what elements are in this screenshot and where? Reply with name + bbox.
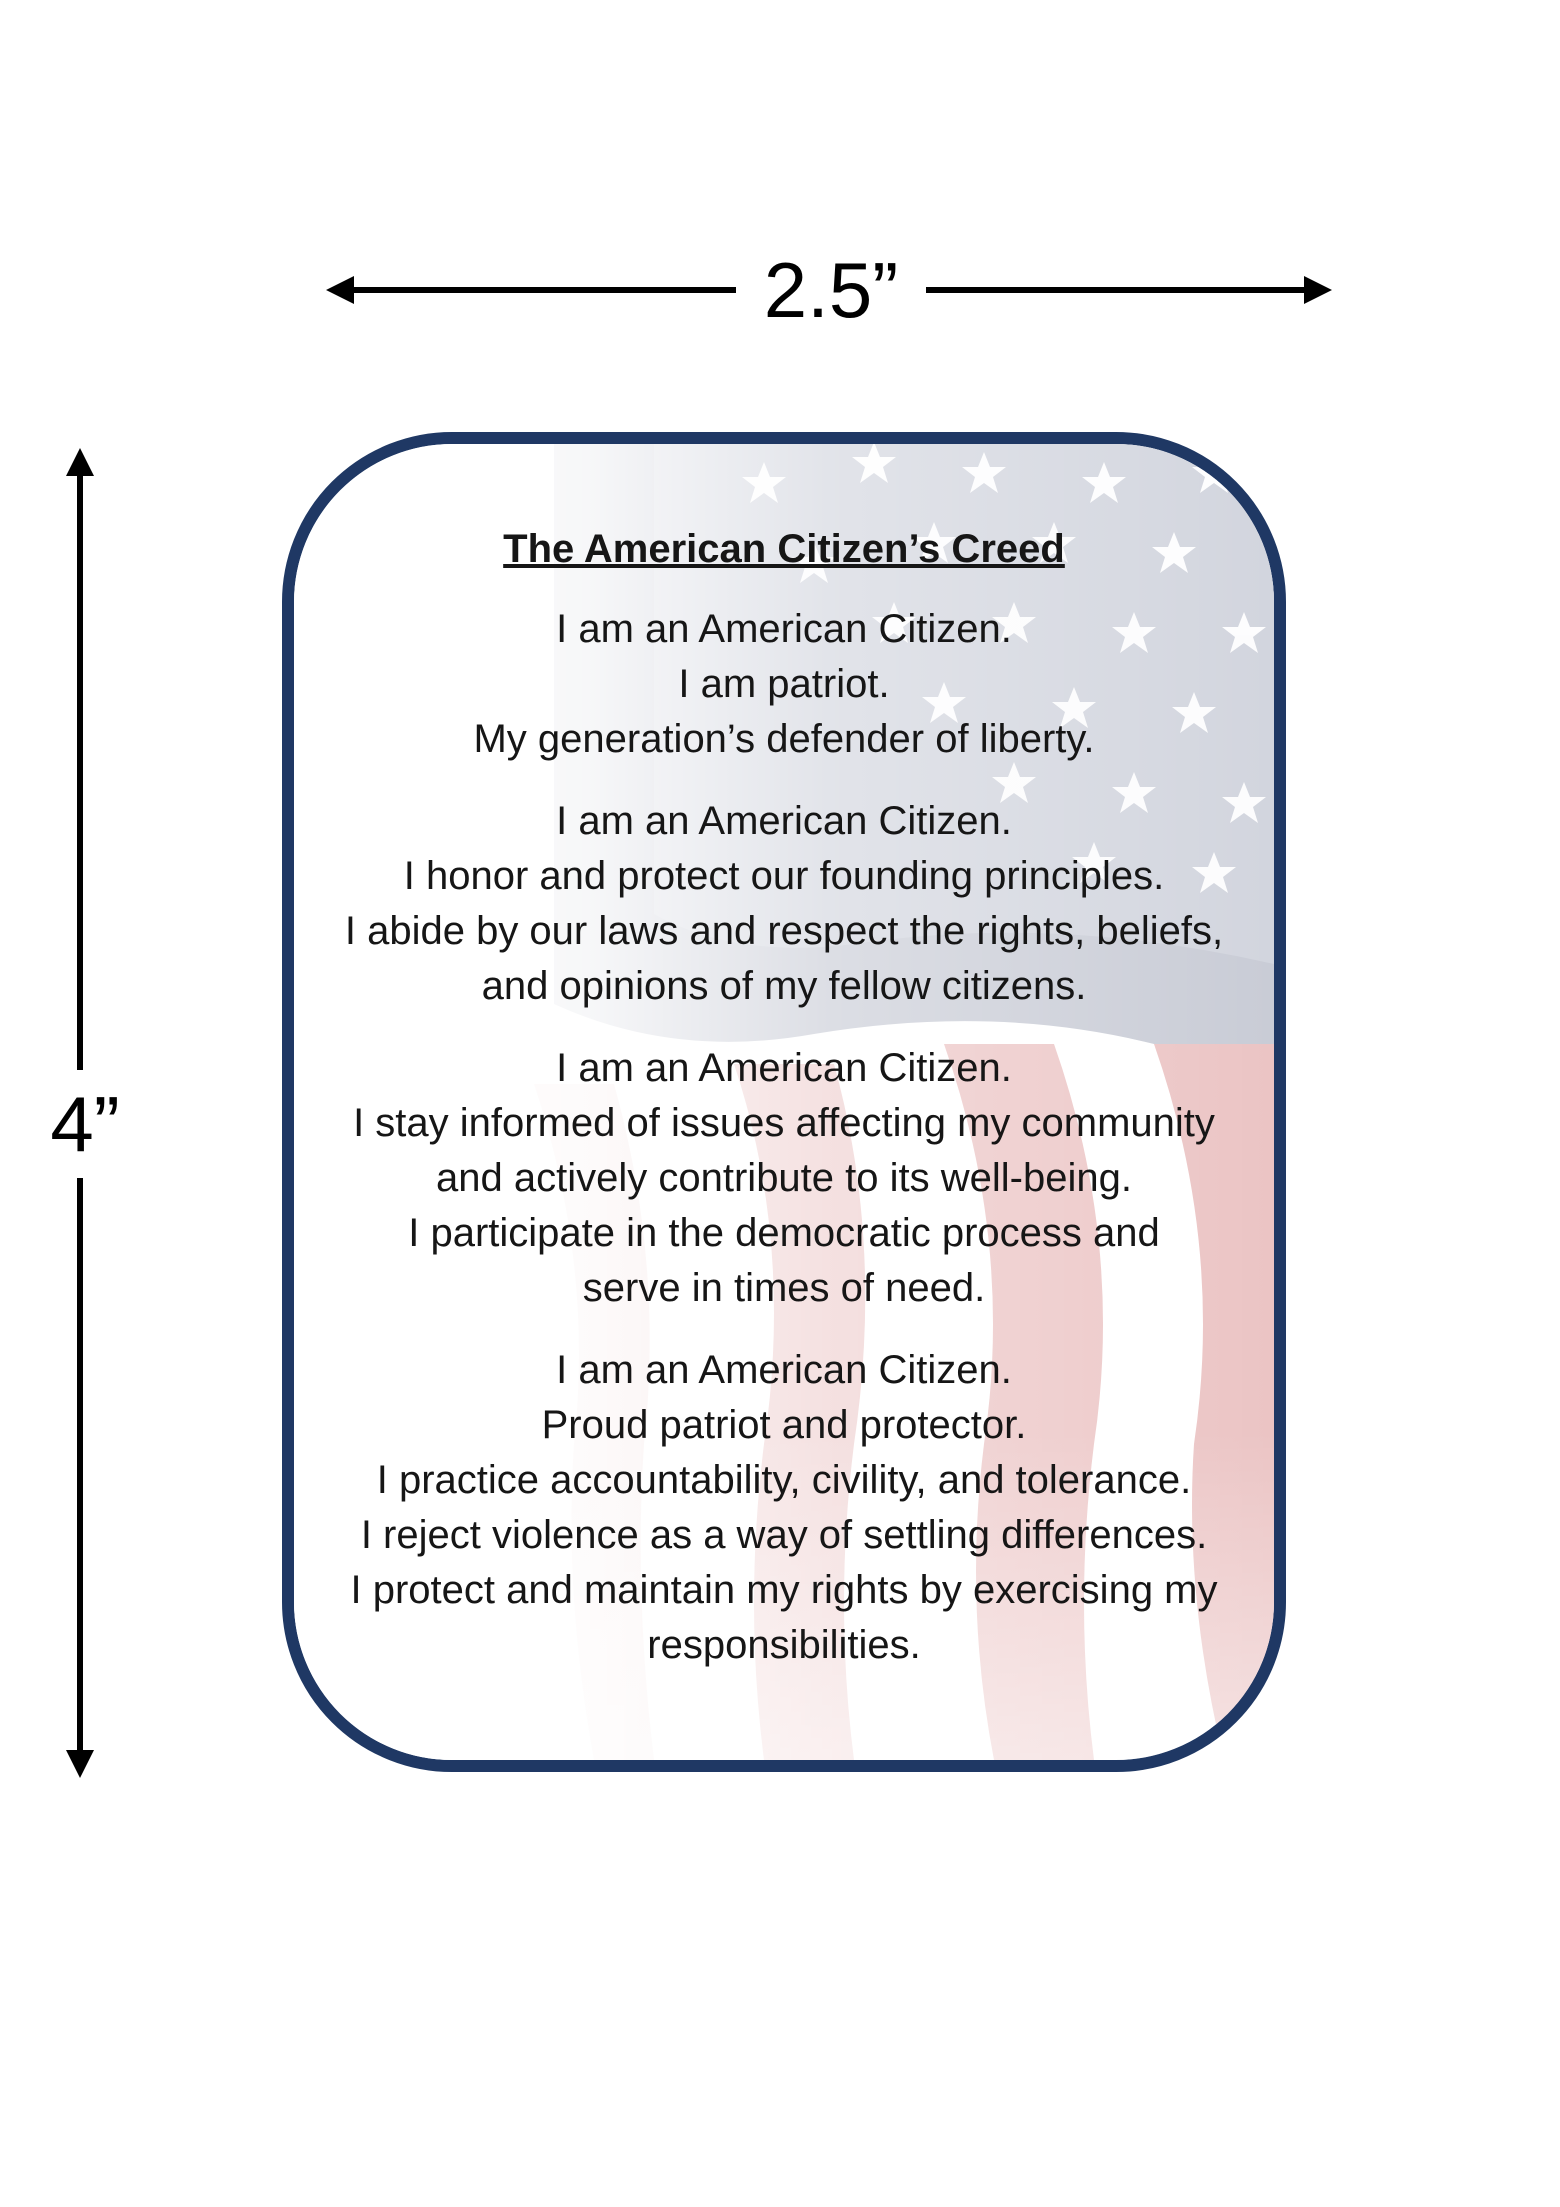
width-dimension-line-right: [926, 287, 1310, 293]
creed-line: I abide by our laws and respect the rights, beliefs,: [344, 909, 1224, 953]
arrow-right-icon: [1304, 276, 1332, 304]
height-dimension-line-top: [77, 472, 83, 1070]
creed-line: I practice accountability, civility, and tolerance.: [376, 1458, 1192, 1502]
creed-stanza-3: [294, 1041, 1274, 1316]
creed-line: and opinions of my fellow citizens.: [481, 964, 1087, 1008]
creed-line: serve in times of need.: [582, 1266, 986, 1310]
height-dimension-label: 4”: [50, 1080, 120, 1168]
creed-card: [282, 432, 1286, 1772]
creed-line: I am an American Citizen.: [556, 1348, 1012, 1392]
creed-line: I reject violence as a way of settling differences.: [360, 1513, 1208, 1557]
creed-line: I am patriot.: [678, 662, 890, 706]
creed-line: I participate in the democratic process and: [408, 1211, 1160, 1255]
creed-text: [294, 522, 1274, 1700]
creed-stanza-1: [294, 602, 1274, 767]
width-dimension: [326, 240, 1332, 340]
creed-line: Proud patriot and protector.: [541, 1403, 1027, 1447]
width-dimension-label: 2.5”: [763, 246, 899, 334]
creed-line: I am an American Citizen.: [556, 1046, 1012, 1090]
height-dimension-line-bottom: [77, 1178, 83, 1758]
creed-title: The American Citizen’s Creed: [503, 527, 1065, 571]
arrow-down-icon: [66, 1750, 94, 1778]
width-dimension-line-left: [348, 287, 736, 293]
creed-line: I honor and protect our founding principles.: [403, 854, 1165, 898]
creed-line: I am an American Citizen.: [556, 607, 1012, 651]
height-dimension: [40, 448, 120, 1778]
creed-line: I protect and maintain my rights by exercising my: [350, 1568, 1218, 1612]
creed-line: I am an American Citizen.: [556, 799, 1012, 843]
creed-stanza-2: [294, 794, 1274, 1014]
creed-line: responsibilities.: [647, 1623, 921, 1667]
creed-line: I stay informed of issues affecting my community: [353, 1101, 1215, 1145]
creed-line: and actively contribute to its well-being.: [436, 1156, 1132, 1200]
creed-stanza-4: [294, 1343, 1274, 1673]
creed-line: My generation’s defender of liberty.: [473, 717, 1095, 761]
